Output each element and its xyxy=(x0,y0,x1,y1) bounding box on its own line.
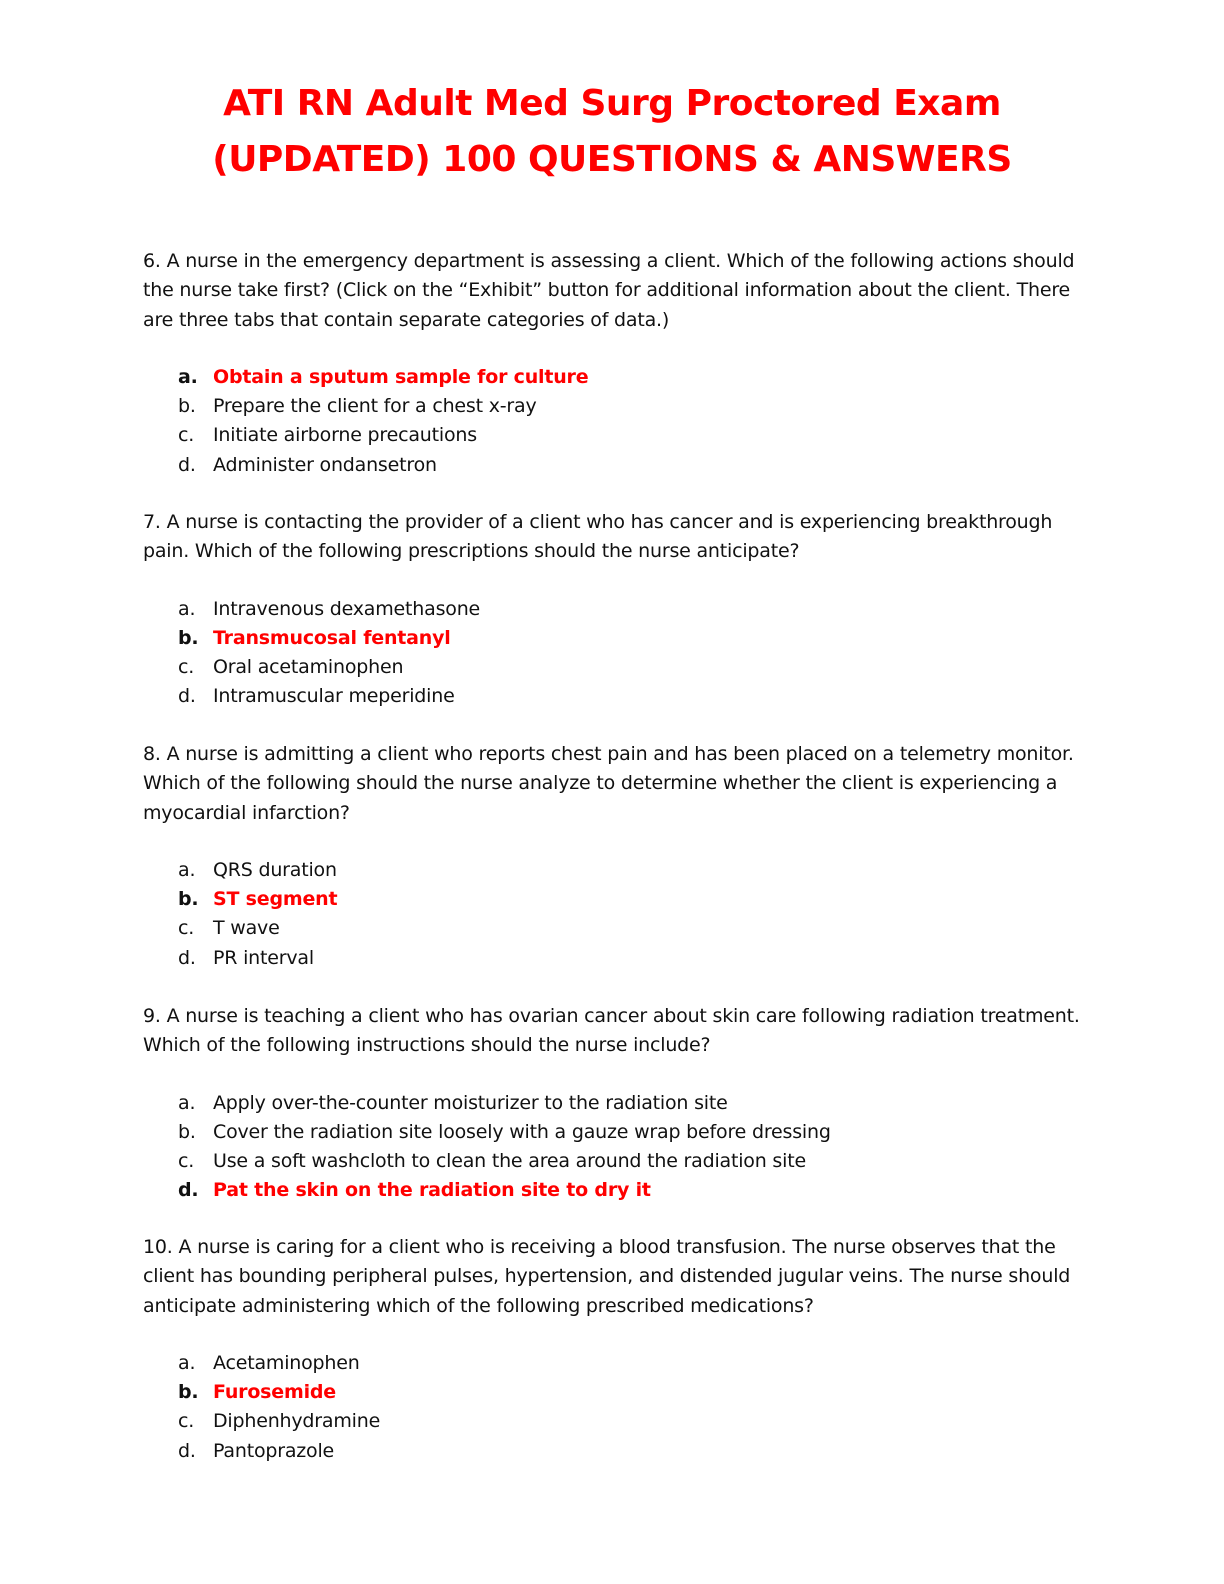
option-letter: c. xyxy=(178,917,195,940)
option-text: Administer ondansetron xyxy=(213,453,437,476)
option-text: Use a soft washcloth to clean the area around the radiation site xyxy=(213,1150,806,1173)
option-text: Cover the radiation site loosely with a gauze wrap before dressing xyxy=(213,1120,831,1143)
option-text: Oral acetaminophen xyxy=(213,656,404,679)
question-9 xyxy=(143,1002,1083,1206)
question-stem: 7. A nurse is contacting the provider of a client who has cancer and is experiencing breakthrough pain. Which of the following prescriptions should the nurse anticipate? xyxy=(143,511,1053,563)
answer-option xyxy=(143,451,1083,480)
option-letter: b. xyxy=(178,1120,196,1143)
answer-option xyxy=(143,1118,1083,1147)
option-letter: b. xyxy=(178,626,199,649)
option-letter: a. xyxy=(178,858,196,881)
answer-option xyxy=(143,653,1083,682)
option-letter: c. xyxy=(178,656,195,679)
question-stem: 6. A nurse in the emergency department is assessing a client. Which of the following actions should the nurse take first? (Click on the “Exhibit” button for additional information about the client. There are three tabs that contain separate categories of data.) xyxy=(143,250,1075,331)
answer-option xyxy=(143,1349,1083,1378)
option-text: Furosemide xyxy=(213,1381,336,1404)
answer-option xyxy=(143,856,1083,885)
answer-option-correct xyxy=(143,363,1083,392)
option-text: Intramuscular meperidine xyxy=(213,685,455,708)
answer-option xyxy=(143,1407,1083,1436)
option-text: T wave xyxy=(213,917,280,940)
option-text: Prepare the client for a chest x-ray xyxy=(213,395,537,418)
option-letter: c. xyxy=(178,1410,195,1433)
option-letter: b. xyxy=(178,395,196,418)
answer-option xyxy=(143,1147,1083,1176)
answer-option xyxy=(143,682,1083,711)
option-text: PR interval xyxy=(213,946,314,969)
answer-options xyxy=(143,1089,1083,1206)
answer-options xyxy=(143,1349,1083,1466)
option-text: Initiate airborne precautions xyxy=(213,424,477,447)
answer-options xyxy=(143,856,1083,973)
answer-option-correct xyxy=(143,624,1083,653)
option-letter: d. xyxy=(178,946,196,969)
option-text: Transmucosal fentanyl xyxy=(213,626,451,649)
answer-option-correct xyxy=(143,1378,1083,1407)
option-letter: a. xyxy=(178,1091,196,1114)
option-text: Diphenhydramine xyxy=(213,1410,381,1433)
option-letter: a. xyxy=(178,1351,196,1374)
answer-option xyxy=(143,1089,1083,1118)
answer-option xyxy=(143,421,1083,450)
question-stem: 8. A nurse is admitting a client who reports chest pain and has been placed on a telemetry monitor. Which of the following should the nurse analyze to determine whether the client is experiencing a myocardial infarction? xyxy=(143,743,1074,824)
option-letter: c. xyxy=(178,424,195,447)
question-stem: 9. A nurse is teaching a client who has ovarian cancer about skin care following radiation treatment. Which of the following instructions should the nurse include? xyxy=(143,1005,1080,1057)
option-letter: d. xyxy=(178,1179,199,1202)
answer-options xyxy=(143,363,1083,480)
answer-option xyxy=(143,1437,1083,1466)
question-7 xyxy=(143,508,1083,712)
option-text: Pantoprazole xyxy=(213,1439,335,1462)
question-10 xyxy=(143,1233,1083,1466)
answer-option xyxy=(143,914,1083,943)
answer-option xyxy=(143,392,1083,421)
option-letter: b. xyxy=(178,888,199,911)
option-text: Intravenous dexamethasone xyxy=(213,597,481,620)
title-line-1: ATI RN Adult Med Surg Proctored Exam xyxy=(223,83,1001,124)
answer-option xyxy=(143,944,1083,973)
option-text: QRS duration xyxy=(213,858,337,881)
title-line-2: (UPDATED) 100 QUESTIONS & ANSWERS xyxy=(212,139,1012,180)
document-title xyxy=(0,76,1224,188)
question-6 xyxy=(143,247,1083,480)
answer-option-correct xyxy=(143,885,1083,914)
option-letter: d. xyxy=(178,1439,196,1462)
option-letter: a. xyxy=(178,365,198,388)
option-text: Obtain a sputum sample for culture xyxy=(213,365,589,388)
option-letter: d. xyxy=(178,685,196,708)
question-stem: 10. A nurse is caring for a client who is receiving a blood transfusion. The nurse observes that the client has bounding peripheral pulses, hypertension, and distended jugular veins. The nurse should anticipate administering which of the following prescribed medications? xyxy=(143,1236,1071,1317)
option-text: Acetaminophen xyxy=(213,1351,360,1374)
option-letter: d. xyxy=(178,453,196,476)
option-letter: c. xyxy=(178,1150,195,1173)
option-text: Apply over-the-counter moisturizer to the radiation site xyxy=(213,1091,728,1114)
question-8 xyxy=(143,740,1083,973)
answer-option xyxy=(143,595,1083,624)
option-text: ST segment xyxy=(213,888,338,911)
option-letter: b. xyxy=(178,1381,199,1404)
option-letter: a. xyxy=(178,597,196,620)
answer-option-correct xyxy=(143,1176,1083,1205)
option-text: Pat the skin on the radiation site to dry it xyxy=(213,1179,651,1202)
answer-options xyxy=(143,595,1083,712)
